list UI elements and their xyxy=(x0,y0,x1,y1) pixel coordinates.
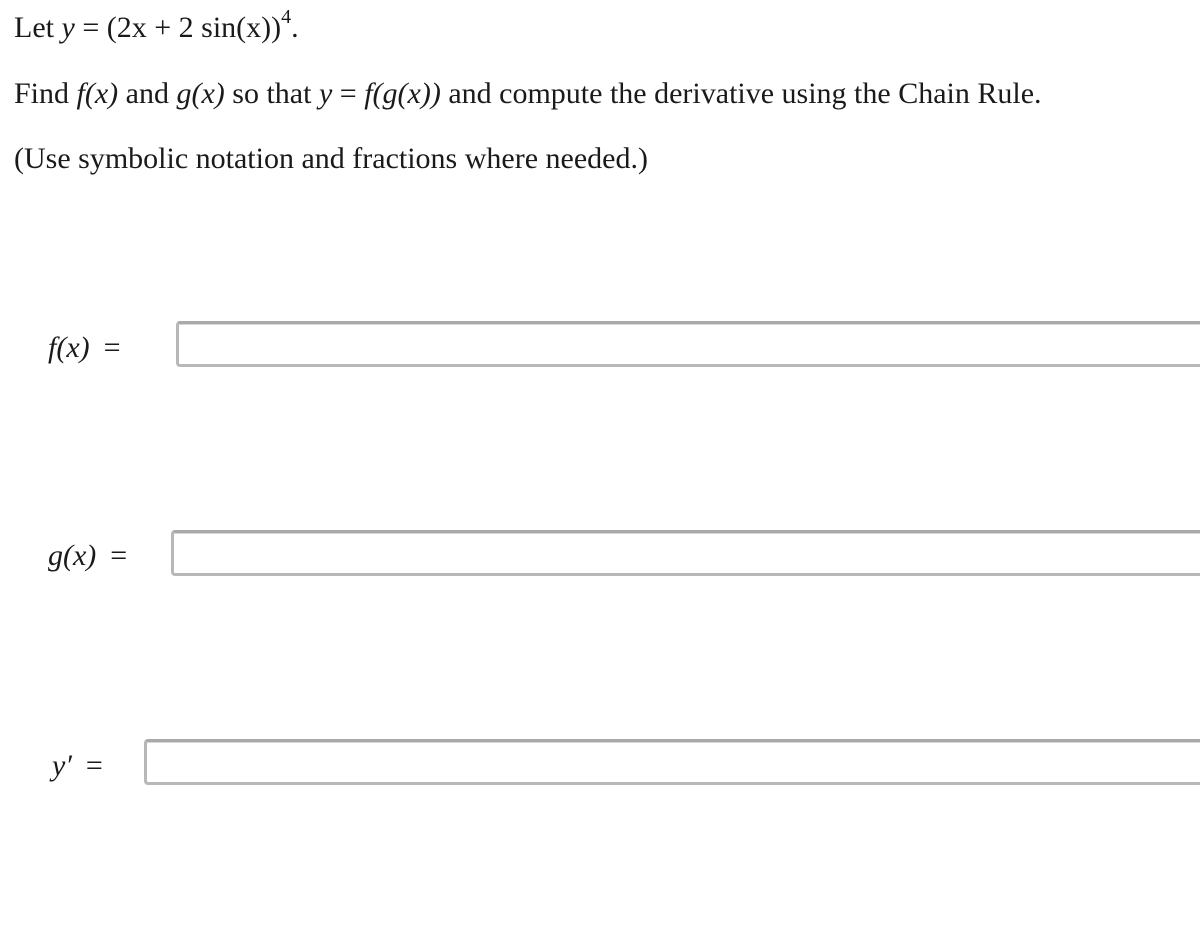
derivative-answer-input[interactable] xyxy=(144,739,1200,785)
problem-statement-line-1 xyxy=(14,6,299,46)
problem-statement-line-2 xyxy=(14,76,1042,112)
f-answer-label xyxy=(48,330,121,366)
period: . xyxy=(291,11,299,44)
g-answer-label xyxy=(48,538,127,574)
so-that-text: so that xyxy=(232,77,312,110)
derivative-answer-label xyxy=(52,748,103,784)
equals-sign: = xyxy=(82,11,100,44)
instruction-text: and compute the derivative using the Chain Rule. xyxy=(448,77,1042,110)
function-expression: (2x + 2 sin(x)) xyxy=(106,11,282,44)
equals-sign: = xyxy=(339,77,357,110)
g-label-text: g(x) xyxy=(48,539,97,572)
y-variable: y xyxy=(318,77,333,110)
y-variable: y xyxy=(61,11,75,44)
f-label-text: f(x) xyxy=(48,331,90,364)
equals-sign: = xyxy=(85,749,103,782)
g-of-x: g(x) xyxy=(176,77,225,110)
let-text: Let xyxy=(14,11,54,44)
composition: f(g(x)) xyxy=(364,77,441,110)
exponent: 4 xyxy=(281,6,292,28)
equals-sign: = xyxy=(103,331,121,364)
derivative-label-text: y′ xyxy=(52,749,72,782)
find-text: Find xyxy=(14,77,70,110)
f-of-x: f(x) xyxy=(76,77,119,110)
notation-hint: (Use symbolic notation and fractions where needed.) xyxy=(14,142,648,175)
and-text: and xyxy=(125,77,169,110)
equals-sign: = xyxy=(110,539,128,572)
g-answer-input[interactable] xyxy=(171,530,1200,576)
f-answer-input[interactable] xyxy=(176,321,1200,367)
